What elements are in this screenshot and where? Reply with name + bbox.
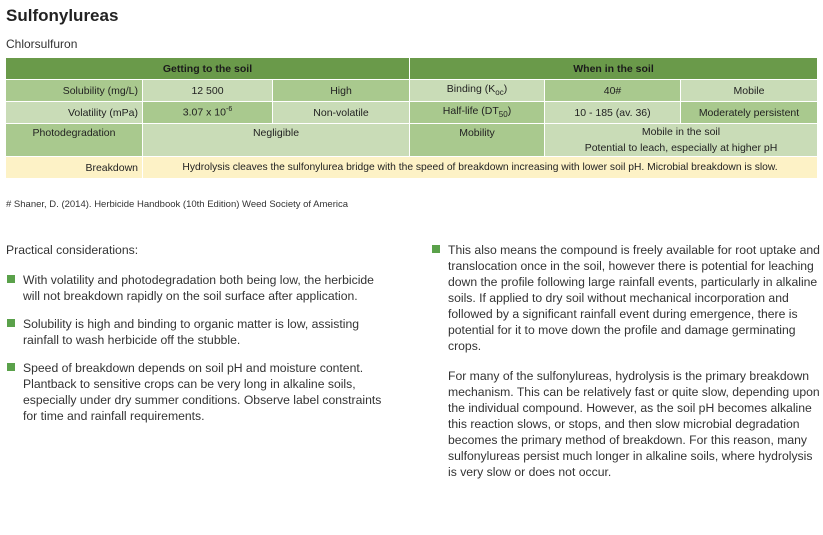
binding-rating: Mobile	[681, 80, 818, 102]
mobility-line-2: Potential to leach, especially at higher pH	[584, 142, 778, 154]
volatility-rating: Non-volatile	[273, 102, 410, 124]
binding-value: 40#	[545, 80, 681, 102]
square-bullet-icon	[7, 275, 15, 283]
square-bullet-icon	[432, 245, 440, 253]
solubility-label: Solubility (mg/L)	[6, 80, 143, 102]
properties-table	[5, 57, 818, 179]
table-row-solubility	[6, 80, 818, 102]
photodeg-label: Photodegradation	[6, 124, 143, 157]
list-item: This also means the compound is freely available for root uptake and translocation once in the soil, however there is potential for leaching down the profile following large rainfall events, particularly in alkaline soils. If applied to dry soil without mechanical incorporation and followed by a significant rainfall event during emergence, there is potential for it to move down the profile and damage germinating crops.	[431, 242, 821, 354]
list-item: Solubility is high and binding to organic matter is low, assisting rainfall to wash herbicide off the stubble.	[6, 316, 386, 348]
header-when-in-soil: When in the soil	[410, 58, 818, 80]
mobility-label: Mobility	[410, 124, 545, 157]
volatility-label: Volatility (mPa)	[6, 102, 143, 124]
mobility-value	[545, 124, 818, 157]
halflife-rating: Moderately persistent	[681, 102, 818, 124]
hydrolysis-paragraph: For many of the sulfonylureas, hydrolysis is the primary breakdown mechanism. This can be relatively fast or quite slow, depending upon the individual compound. However, as the soil pH becomes alkaline this reaction slows, or stops, and then slow microbial degradation becomes the primary method of breakdown. For this reason, many sulfonylureas persist much longer in alkaline soils, where hydrolysis is very slow or does not occur.	[448, 369, 820, 479]
volatility-value: 3.07 x $10^{-6}$	[143, 102, 273, 124]
breakdown-label: Breakdown	[6, 157, 143, 179]
square-bullet-icon	[7, 319, 15, 327]
table-row-volatility	[6, 102, 818, 124]
solubility-rating: High	[273, 80, 410, 102]
list-item: With volatility and photodegradation both being low, the herbicide will not breakdown rapidly on the soil surface after application.	[6, 272, 386, 304]
right-column	[431, 242, 821, 480]
page-subtitle: Chlorsulfuron	[6, 37, 78, 51]
square-bullet-icon	[7, 363, 15, 371]
binding-label: Binding $(K_{oc})$	[410, 80, 545, 102]
photodeg-value: Negligible	[143, 124, 410, 157]
breakdown-value: Hydrolysis cleaves the sulfonylurea bridge with the speed of breakdown increasing with lower soil pH. Microbial breakdown is slow.	[143, 157, 818, 179]
page-title: Sulfonylureas	[6, 6, 119, 25]
halflife-value: 10 - 185 (av. 36)	[545, 102, 681, 124]
practical-considerations-heading: Practical considerations:	[6, 243, 139, 257]
halflife-label: Half-life $(DT_{50})$	[410, 102, 545, 124]
table-row-photodegradation	[6, 124, 818, 157]
footnote: # Shaner, D. (2014). Herbicide Handbook (10th Edition) Weed Society of America	[6, 199, 349, 210]
solubility-value: 12 500	[143, 80, 273, 102]
header-getting-to-soil: Getting to the soil	[6, 58, 410, 80]
table-row-breakdown	[6, 157, 818, 179]
list-item: Speed of breakdown depends on soil pH and moisture content. Plantback to sensitive crops can be very long in alkaline soils, especially under dry summer conditions. Observe label constraints for time and rainfall requirements.	[6, 360, 386, 424]
table-header-row	[6, 58, 818, 80]
left-column	[6, 242, 386, 436]
mobility-line-1: Mobile in the soil	[641, 126, 721, 138]
